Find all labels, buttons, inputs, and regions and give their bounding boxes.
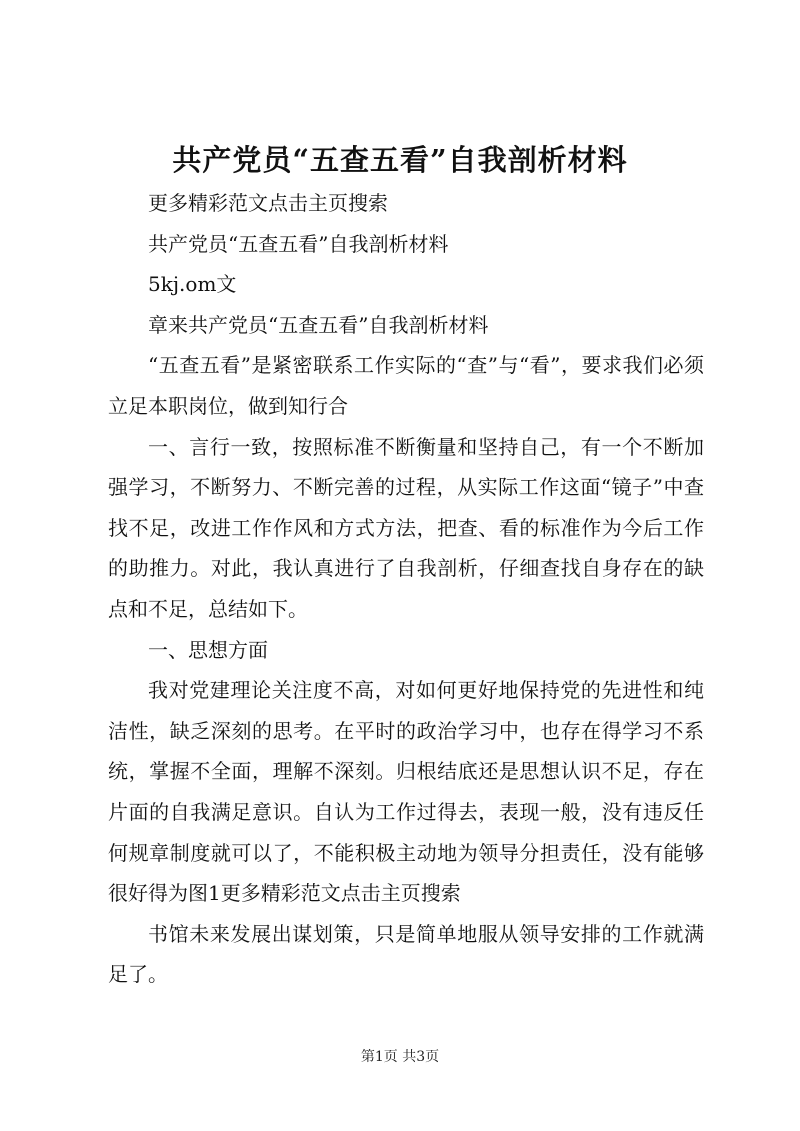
- document-body: [108, 183, 704, 995]
- paragraph-conclusion: 书馆未来发展出谋划策，只是简单地服从领导安排的工作就满足了。: [108, 921, 704, 987]
- paragraph-consistency: 一、言行一致，按照标准不断衡量和坚持自己，有一个不断加强学习，不断努力、不断完善的过程，从实际工作这面“镜子”中查找不足，改进工作作风和方式方法，把查、看的标准作为今后工作的助推力。对此，我认真进行了自我剖析，仔细查找自身存在的缺点和不足，总结如下。: [108, 434, 704, 621]
- paragraph-source-cont: 章来共产党员“五查五看”自我剖析材料: [148, 312, 489, 337]
- paragraph-promo: 更多精彩范文点击主页搜索: [148, 191, 388, 215]
- page-footer: 第1页 共3页: [360, 1049, 440, 1065]
- paragraph-intro: “五查五看”是紧密联系工作实际的“查”与“看”，要求我们必须立足本职岗位，做到知行合: [108, 353, 704, 418]
- document-title: 共产党员“五查五看”自我剖析材料: [172, 143, 628, 177]
- paragraph-thought: 我对党建理论关注度不高，对如何更好地保持党的先进性和纯洁性，缺乏深刻的思考。在平时的政治学习中，也存在得学习不系统，掌握不全面，理解不深刻。归根结底还是思想认识不足，存在片面的自我满足意识。自认为工作过得去，表现一般，没有违反任何规章制度就可以了，不能积极主动地为领导分担责任，没有能够很好得为图1更多精彩范文点击主页搜索: [108, 678, 704, 906]
- section-heading-thought: 一、思想方面: [148, 637, 268, 662]
- paragraph-subtitle: 共产党员“五查五看”自我剖析材料: [148, 231, 449, 256]
- paragraph-source: 5kj.om文: [148, 272, 237, 297]
